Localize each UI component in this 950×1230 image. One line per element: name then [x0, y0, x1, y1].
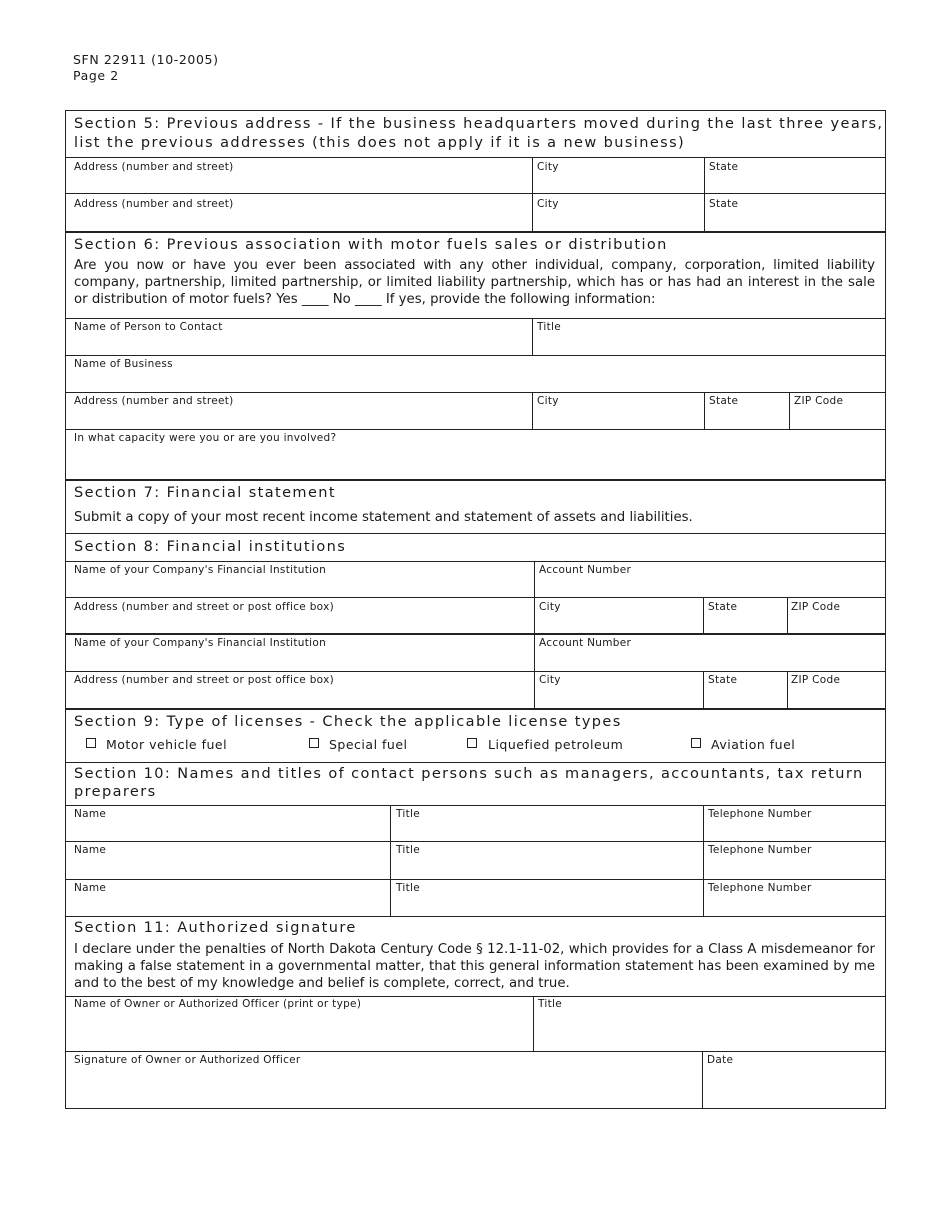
section6-business-label: Name of Business: [74, 358, 173, 370]
section11-text: I declare under the penalties of North Dakota Century Code § 12.1-11-02, which provides for a Class A misdemeanor for making a false statement in a governmental matter, that this general information statement has been examined by me and to the best of my knowledge and belief is complete, correct, and true.: [74, 942, 875, 991]
section8-city-label-2: City: [539, 674, 561, 686]
page-number: Page 2: [73, 68, 119, 83]
section11-title-label: Title: [538, 998, 563, 1010]
section8-institution-label-1: Name of your Company's Financial Institution: [74, 564, 327, 576]
section6-title-field[interactable]: [533, 319, 885, 354]
section8-address-label-1: Address (number and street or post office box): [74, 601, 334, 613]
section5-title-line1: Section 5: Previous address - If the business headquarters moved during the last three years,: [74, 116, 884, 132]
section6-address-label: Address (number and street): [74, 395, 234, 407]
section5-address-field-1[interactable]: [66, 158, 532, 193]
section11-title-field[interactable]: [534, 997, 885, 1051]
option-aviation-fuel: Aviation fuel: [711, 737, 796, 752]
section5-address-label-1: Address (number and street): [74, 161, 234, 173]
section8-account-label-2: Account Number: [539, 637, 632, 649]
section8-account-field-2[interactable]: [535, 635, 885, 671]
section6-zip-field[interactable]: [790, 393, 885, 428]
section10-name-label-1: Name: [74, 808, 107, 820]
section10-title-line1: Section 10: Names and titles of contact persons such as managers, accountants, tax return: [74, 766, 864, 782]
section8-zip-label-2: ZIP Code: [791, 674, 841, 686]
section8-institution-field-1[interactable]: [66, 562, 534, 597]
section8-address-field-1[interactable]: [66, 598, 534, 633]
section6-city-label: City: [537, 395, 559, 407]
section10-phone-label-2: Telephone Number: [708, 844, 812, 856]
section8-zip-label-1: ZIP Code: [791, 601, 841, 613]
section10-name-label-2: Name: [74, 844, 107, 856]
section10-title-field-2[interactable]: [391, 842, 703, 879]
section6-contact-field[interactable]: [66, 319, 532, 354]
section11-date-field[interactable]: [704, 1052, 885, 1108]
section5-state-field-2[interactable]: [705, 194, 885, 230]
section10-phone-label-3: Telephone Number: [708, 882, 812, 894]
section6-address-field[interactable]: [66, 393, 532, 428]
form-header: [73, 52, 219, 84]
section5-city-label-2: City: [537, 198, 559, 210]
section10-title-line2: preparers: [74, 784, 157, 800]
option-motor-vehicle-fuel: Motor vehicle fuel: [106, 737, 228, 752]
section5-address-label-2: Address (number and street): [74, 198, 234, 210]
section5-city-field-1[interactable]: [533, 158, 704, 193]
section7-text: Submit a copy of your most recent income statement and statement of assets and liabilities.: [74, 510, 693, 525]
section8-institution-label-2: Name of your Company's Financial Institution: [74, 637, 327, 649]
section11-signature-label: Signature of Owner or Authorized Officer: [74, 1054, 301, 1066]
section8-account-label-1: Account Number: [539, 564, 632, 576]
section11-title: Section 11: Authorized signature: [74, 920, 357, 936]
section5-title-line2: list the previous addresses (this does not apply if it is a new business): [74, 135, 686, 151]
section6-state-field[interactable]: [705, 393, 789, 428]
section8-zip-field-2[interactable]: [788, 672, 885, 707]
section6-title-label: Title: [537, 321, 562, 333]
section8-address-field-2[interactable]: [66, 672, 534, 707]
section8-state-label-2: State: [708, 674, 738, 686]
section10-name-field-3[interactable]: [66, 880, 390, 916]
section6-state-label: State: [709, 395, 739, 407]
section10-title-label-3: Title: [396, 882, 421, 894]
section6-capacity-label: In what capacity were you or are you involved?: [74, 432, 337, 444]
section10-phone-field-1[interactable]: [704, 806, 885, 841]
checkbox-motor-vehicle-fuel[interactable]: [86, 738, 96, 748]
section10-phone-field-2[interactable]: [704, 842, 885, 879]
section11-date-label: Date: [707, 1054, 734, 1066]
section5-state-label-1: State: [709, 161, 739, 173]
checkbox-liquefied-petroleum[interactable]: [467, 738, 477, 748]
section5-city-label-1: City: [537, 161, 559, 173]
section6-zip-label: ZIP Code: [794, 395, 844, 407]
section8-zip-field-1[interactable]: [788, 598, 885, 633]
section6-city-field[interactable]: [533, 393, 704, 428]
form-body: [65, 110, 886, 1109]
checkbox-special-fuel[interactable]: [309, 738, 319, 748]
section8-state-field-1[interactable]: [704, 598, 787, 633]
section10-title-label-1: Title: [396, 808, 421, 820]
section8-title: Section 8: Financial institutions: [74, 539, 347, 555]
section5-state-field-1[interactable]: [705, 158, 885, 193]
section9-title: Section 9: Type of licenses - Check the applicable license types: [74, 714, 622, 730]
section10-name-field-1[interactable]: [66, 806, 390, 841]
section8-city-field-2[interactable]: [535, 672, 703, 707]
section6-title: Section 6: Previous association with motor fuels sales or distribution: [74, 237, 668, 253]
section8-institution-field-2[interactable]: [66, 635, 534, 671]
section11-owner-label: Name of Owner or Authorized Officer (print or type): [74, 998, 362, 1010]
section11-signature-field[interactable]: [66, 1052, 702, 1108]
section8-state-label-1: State: [708, 601, 738, 613]
section8-state-field-2[interactable]: [704, 672, 787, 707]
section10-title-field-1[interactable]: [391, 806, 703, 841]
section10-name-label-3: Name: [74, 882, 107, 894]
option-liquefied-petroleum: Liquefied petroleum: [488, 737, 624, 752]
section5-address-field-2[interactable]: [66, 194, 532, 230]
section6-contact-label: Name of Person to Contact: [74, 321, 223, 333]
section10-phone-field-3[interactable]: [704, 880, 885, 916]
form-number: SFN 22911 (10-2005): [73, 52, 219, 67]
section6-capacity-field[interactable]: [66, 430, 885, 479]
section8-city-field-1[interactable]: [535, 598, 703, 633]
section10-title-label-2: Title: [396, 844, 421, 856]
section5-city-field-2[interactable]: [533, 194, 704, 230]
section6-text: Are you now or have you ever been associated with any other individual, company, corporation, limited liability company, partnership, limited partnership, or limited liability partnership, which has or has had an interest in the sale or distribution of motor fuels? Yes ____ No ____ If yes, provide the following information:: [74, 258, 875, 307]
section10-phone-label-1: Telephone Number: [708, 808, 812, 820]
section6-business-field[interactable]: [66, 356, 885, 391]
section8-account-field-1[interactable]: [535, 562, 885, 597]
section7-title: Section 7: Financial statement: [74, 485, 336, 501]
section8-address-label-2: Address (number and street or post office box): [74, 674, 334, 686]
checkbox-aviation-fuel[interactable]: [691, 738, 701, 748]
section8-city-label-1: City: [539, 601, 561, 613]
option-special-fuel: Special fuel: [329, 737, 408, 752]
section10-name-field-2[interactable]: [66, 842, 390, 879]
section5-state-label-2: State: [709, 198, 739, 210]
section11-owner-field[interactable]: [66, 997, 533, 1051]
section10-title-field-3[interactable]: [391, 880, 703, 916]
